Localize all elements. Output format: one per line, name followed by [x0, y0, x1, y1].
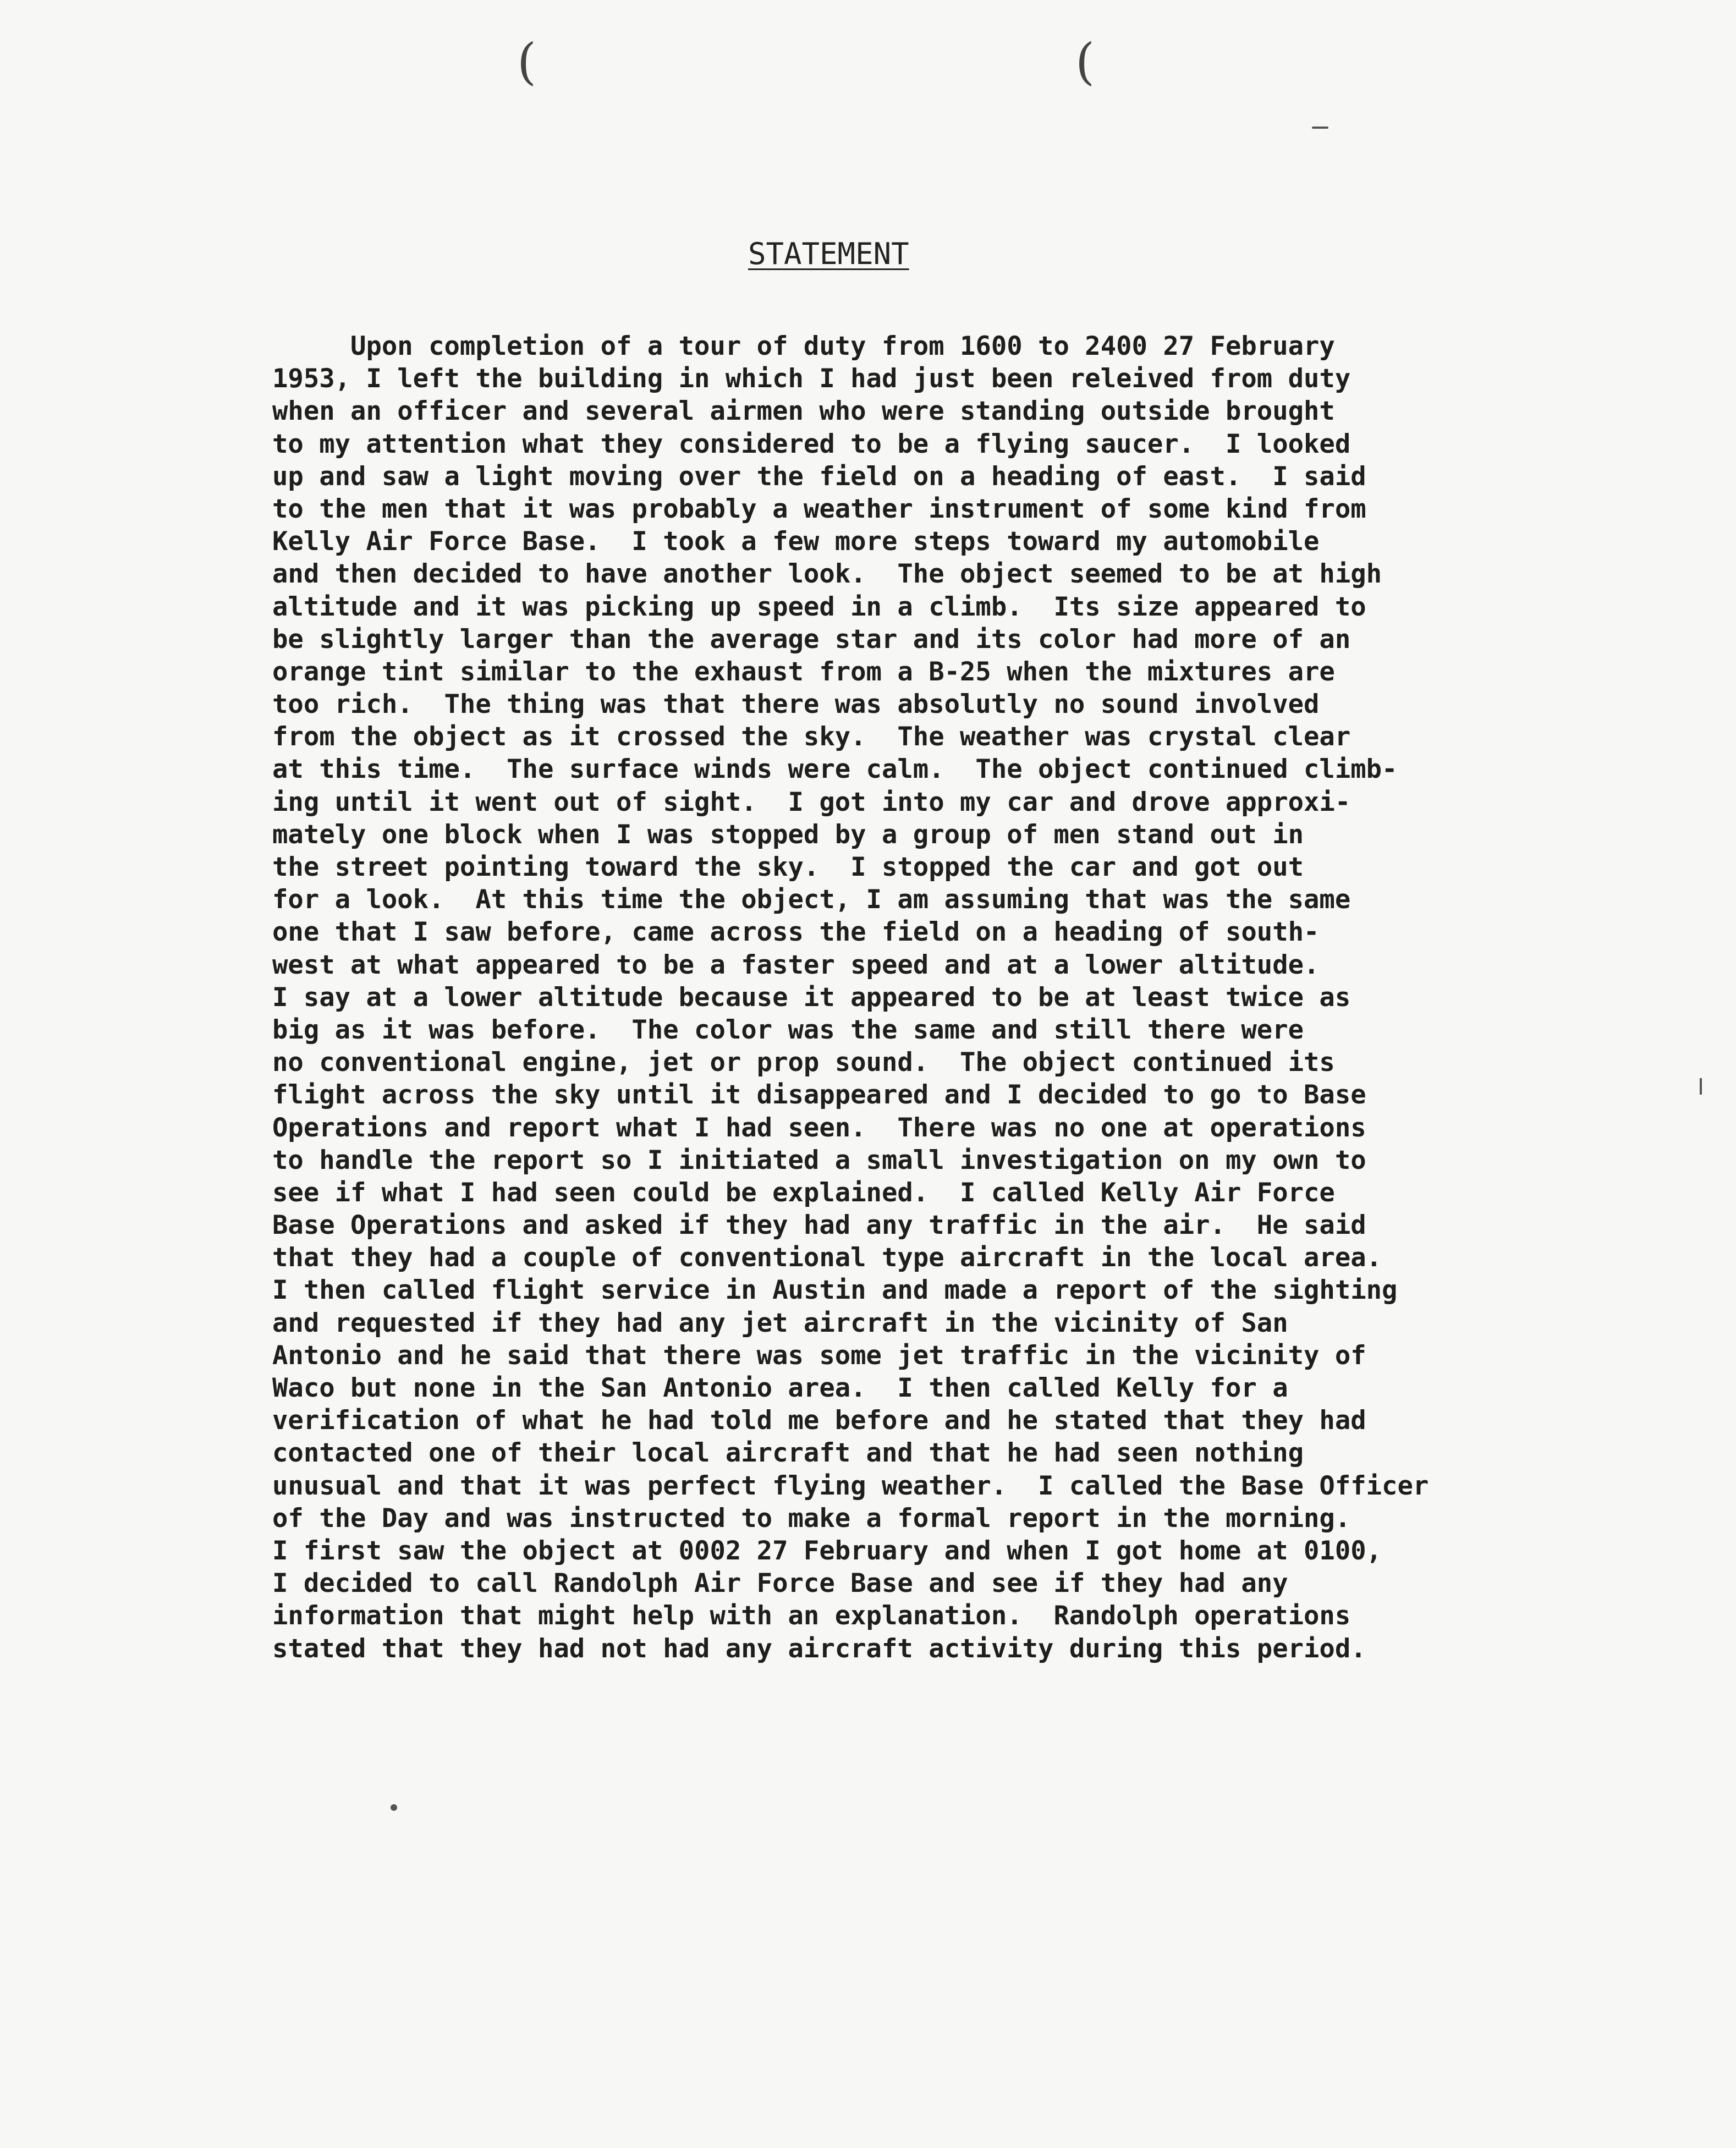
statement-line: Operations and report what I had seen. There was no one at operations: [272, 1112, 1366, 1143]
statement-line: I decided to call Randolph Air Force Base and see if they had any: [272, 1568, 1288, 1599]
statement-line: one that I saw before, came across the field on a heading of south-: [272, 917, 1320, 948]
statement-body: [272, 330, 1526, 1665]
statement-line: west at what appeared to be a faster speed and at a lower altitude.: [272, 949, 1320, 980]
statement-line: Antonio and he said that there was some jet traffic in the vicinity of: [272, 1340, 1366, 1371]
statement-line: up and saw a light moving over the field on a heading of east. I said: [272, 461, 1366, 492]
dust-speck: [1312, 127, 1328, 129]
statement-line: ing until it went out of sight. I got into my car and drove approxi-: [272, 787, 1351, 817]
margin-mark: [1700, 1078, 1702, 1095]
statement-line: stated that they had not had any aircraft activity during this period.: [272, 1633, 1366, 1664]
header-mark-right: (: [1075, 33, 1095, 91]
page-title: STATEMENT: [748, 237, 909, 271]
statement-line: I say at a lower altitude because it appeared to be at least twice as: [272, 982, 1351, 1013]
statement-line: to the men that it was probably a weather instrument of some kind from: [272, 493, 1366, 524]
statement-line: information that might help with an explanation. Randolph operations: [272, 1601, 1351, 1631]
statement-line: the street pointing toward the sky. I stopped the car and got out: [272, 852, 1304, 882]
statement-line: I then called flight service in Austin and made a report of the sighting: [272, 1275, 1398, 1306]
statement-line: that they had a couple of conventional type aircraft in the local area.: [272, 1243, 1382, 1273]
statement-line: to handle the report so I initiated a small investigation on my own to: [272, 1145, 1366, 1175]
statement-line: altitude and it was picking up speed in a climb. Its size appeared to: [272, 591, 1366, 622]
statement-line: verification of what he had told me before and he stated that they had: [272, 1405, 1366, 1436]
statement-line: big as it was before. The color was the same and still there were: [272, 1014, 1304, 1045]
statement-line: to my attention what they considered to be a flying saucer. I looked: [272, 428, 1351, 459]
dust-speck: [391, 1804, 397, 1811]
statement-line: 1953, I left the building in which I had just been releived from duty: [272, 364, 1351, 394]
statement-line: no conventional engine, jet or prop sound. The object continued its: [272, 1047, 1335, 1078]
statement-line: see if what I had seen could be explained. I called Kelly Air Force: [272, 1177, 1335, 1208]
statement-line: mately one block when I was stopped by a group of men stand out in: [272, 819, 1304, 850]
statement-line: Kelly Air Force Base. I took a few more steps toward my automobile: [272, 526, 1320, 557]
statement-line: be slightly larger than the average star and its color had more of an: [272, 624, 1351, 655]
statement-line: Waco but none in the San Antonio area. I then called Kelly for a: [272, 1373, 1288, 1403]
statement-line: contacted one of their local aircraft and that he had seen nothing: [272, 1438, 1304, 1469]
statement-line: orange tint similar to the exhaust from a B-25 when the mixtures are: [272, 656, 1335, 687]
statement-line: and requested if they had any jet aircraft in the vicinity of San: [272, 1308, 1288, 1338]
header-mark-left: (: [517, 33, 537, 91]
statement-line: Upon completion of a tour of duty from 1600 to 2400 27 February: [272, 331, 1335, 361]
statement-line: and then decided to have another look. The object seemed to be at high: [272, 559, 1382, 590]
statement-line: at this time. The surface winds were calm. The object continued climb-: [272, 754, 1398, 785]
statement-line: I first saw the object at 0002 27 February and when I got home at 0100,: [272, 1535, 1382, 1566]
statement-line: unusual and that it was perfect flying weather. I called the Base Officer: [272, 1470, 1429, 1501]
statement-line: from the object as it crossed the sky. The weather was crystal clear: [272, 722, 1351, 752]
statement-line: flight across the sky until it disappeared and I decided to go to Base: [272, 1080, 1366, 1111]
statement-line: when an officer and several airmen who were standing outside brought: [272, 396, 1335, 427]
statement-line: too rich. The thing was that there was absolutly no sound involved: [272, 689, 1320, 720]
statement-line: of the Day and was instructed to make a formal report in the morning.: [272, 1503, 1351, 1534]
statement-line: for a look. At this time the object, I am assuming that was the same: [272, 885, 1351, 915]
statement-line: Base Operations and asked if they had any traffic in the air. He said: [272, 1210, 1366, 1241]
